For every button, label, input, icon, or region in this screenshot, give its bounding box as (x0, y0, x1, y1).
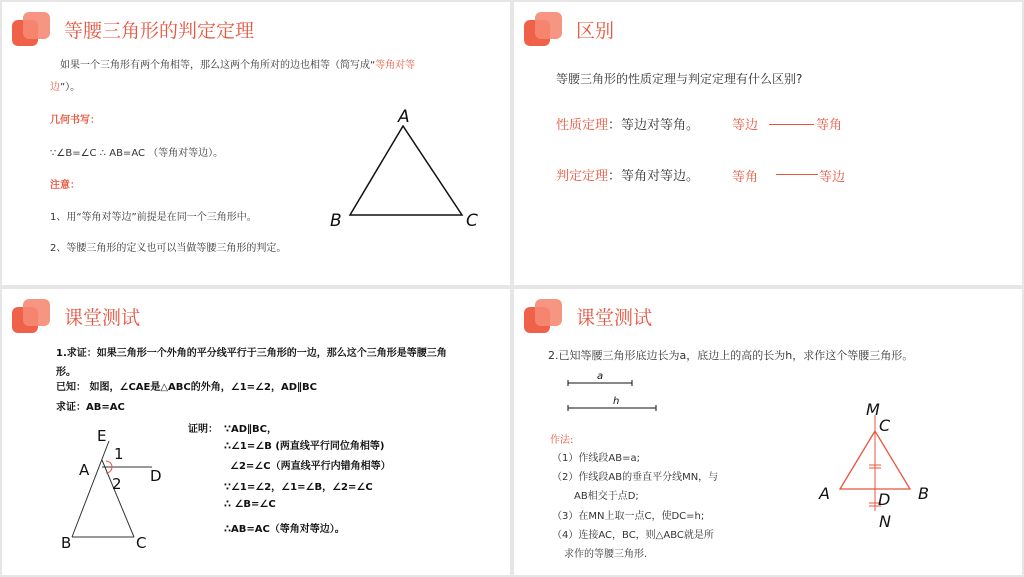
point-label-a: A (79, 461, 90, 479)
angle-label-2: 2 (112, 475, 122, 493)
panel-title: 区别 (576, 20, 615, 42)
isosceles-triangle-figure (2, 2, 510, 285)
proof-step-4: ∵∠1=∠2，∠1=∠B，∠2=∠C (224, 482, 373, 493)
point-label-d: D (878, 490, 891, 509)
property-from: 等边 (732, 118, 759, 133)
property-theorem-line: 性质定理：等边对等角。 (556, 118, 700, 133)
construction-figure (514, 289, 1022, 575)
point-label-c: C (136, 534, 147, 552)
method-heading: 作法: (550, 435, 574, 446)
exterior-angle-figure (2, 289, 510, 575)
question-line-1: 1.求证：如果三角形一个外角的平分线平行于三角形的一边，那么这个三角形是等腰三角 (56, 348, 447, 359)
vertex-label-b: B (330, 211, 342, 231)
proof-step-6: ∴AB=AC（等角对等边）。 (224, 524, 345, 535)
slide-panel-class-test-2 (514, 289, 1022, 575)
proof-step-1: ∵AD∥BC， (224, 424, 277, 435)
judgment-from: 等角 (732, 170, 759, 185)
line-a-to-c (102, 460, 134, 537)
proof-step-5: ∴ ∠B=∠C (224, 499, 276, 510)
slide-panel-class-test-1 (2, 289, 510, 575)
note-heading: 注意： (50, 180, 80, 191)
panel-title: 课堂测试 (64, 307, 141, 329)
method-step-4b: 求作的等腰三角形. (564, 549, 648, 560)
question-line-2: 形。 (56, 367, 76, 378)
method-step-3: （3）在MN上取一点C，使DC=h; (552, 511, 705, 522)
geo-text: ∵∠B=∠C ∴ AB=AC （等角对等边）。 (50, 148, 224, 159)
segment-a-label: a (597, 371, 604, 382)
slide-panel-judgment-theorem (2, 2, 510, 285)
proof-step-3: ∠2=∠C（两直线平行内错角相等） (230, 461, 391, 472)
property-connector-line (769, 124, 814, 125)
judgment-theorem-line: 判定定理：等角对等边。 (556, 169, 700, 184)
proof-label: 证明： (188, 424, 218, 435)
line-e-to-b (72, 441, 109, 537)
triangle-shape (350, 126, 462, 215)
proof-step-2: ∴∠1=∠B (两直线平行同位角相等) (224, 441, 385, 452)
note-2: 2、等腰三角形的定义也可以当做等腰三角形的判定。 (50, 243, 287, 254)
given-text: 已知： 如图，∠CAE是△ABC的外角，∠1=∠2，AD∥BC (56, 382, 317, 393)
intro-line-2: 边”）。 (50, 82, 81, 93)
vertex-label-c: C (466, 211, 478, 231)
point-label-n: N (879, 512, 891, 531)
point-label-b: B (61, 534, 72, 552)
point-label-c: C (879, 416, 891, 435)
vertex-label-a: A (398, 107, 410, 127)
method-step-4a: （4）连接AC，BC，则△ABC就是所 (552, 530, 714, 541)
property-to: 等角 (816, 118, 843, 133)
segment-h-label: h (613, 396, 620, 407)
method-step-2b: AB相交于点D; (574, 491, 639, 502)
question-text: 2.已知等腰三角形底边长为a，底边上的高的长为h，求作这个等腰三角形。 (548, 349, 914, 362)
judgment-connector-line (776, 174, 818, 175)
brand-logo-icon (524, 12, 564, 48)
panel-title: 课堂测试 (576, 307, 653, 329)
prove-text: 求证：AB=AC (56, 402, 125, 413)
note-1: 1、用“等角对等边”前提是在同一个三角形中。 (50, 212, 257, 223)
method-step-2a: （2）作线段AB的垂直平分线MN，与 (552, 472, 719, 483)
slide-panel-difference (514, 2, 1022, 285)
judgment-to: 等边 (819, 170, 846, 185)
method-step-1: （1）作线段AB=a; (552, 453, 640, 464)
geo-heading: 几何书写： (50, 115, 100, 126)
panel-title: 等腰三角形的判定定理 (64, 20, 255, 42)
intro-line-1: 如果一个三角形有两个角相等，那么这两个角所对的边也相等（简写成“等角对等 (60, 60, 416, 71)
question-text: 等腰三角形的性质定理与判定定理有什么区别? (556, 72, 803, 86)
point-label-e: E (97, 427, 107, 445)
point-label-d: D (150, 467, 162, 485)
point-label-a: A (819, 484, 830, 503)
point-label-m: M (866, 400, 880, 419)
angle-label-1: 1 (114, 445, 124, 463)
point-label-b: B (918, 484, 929, 503)
